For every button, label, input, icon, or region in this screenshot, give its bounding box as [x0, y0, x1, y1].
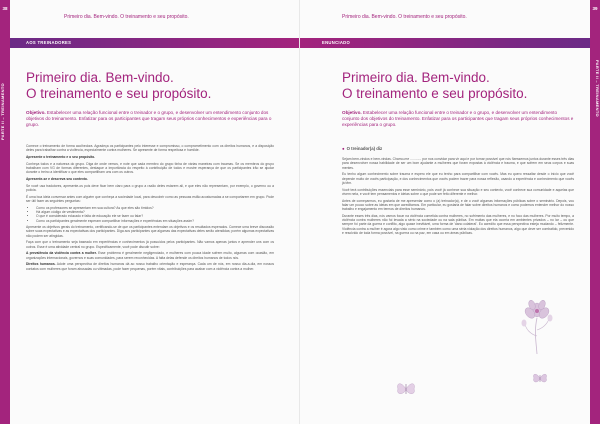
left-paragraph: Faça com que o treinamento seja baseado em experiências e conhecimentos já possuídos pelos participantes. Não vamos apenas juntos e aprender uns com os outros. Esse é uma atividade central no grupo. Especificamente, você pode discutir sobre: [26, 240, 274, 249]
left-paragraph-bold: Apresente o treinamento e o seu propósito. [26, 154, 96, 159]
left-paragraph: Se você usa tradutores, apresente-os pois deve ficar bem claro para o grupo a razão deles estarem ali, e que eles não representam, por exemplo, o governo ou a polícia. [26, 183, 274, 192]
left-paragraph: Apresente os objetivos gerais do treinamento, certificando-se de que os participantes entendam os objetivos e os resultados esperados. Comece uma breve discussão sobre suas expectativas e as expectativas dos participantes. Diga aos participantes que algumas das expectativas deles serão atendidas; porém algumas expectativas não podem ser atingidas. [26, 225, 274, 238]
left-paragraph [26, 251, 274, 260]
right-paragraph: Você terá contribuições essenciais para esse seminário, pois você já conhece sua situação e seu contexto, você conhece sua comunidade e aquelas que vivem nela, e você tem pensamentos e ideias sobre o que pode ser feito diferente e melhor. [342, 187, 574, 196]
left-objective-text: Estabelecer uma relação funcional entre o treinador e o grupo, e desenvolver um entendimento conjunto dos objetivos do treinamento. Enfatizar para os participantes que tragam seus próprios conhecimentos e experiências para o grupo. [26, 110, 272, 128]
bullet-dot-icon: ● [342, 146, 345, 151]
left-objective [26, 110, 274, 128]
left-paragraph [26, 155, 274, 159]
right-title-line-1: Primeiro dia. Bem-vindo. [342, 70, 490, 85]
left-objective-label: Objetivo. [26, 110, 46, 115]
left-page-title [26, 70, 256, 101]
left-p3-text: Esse problema é geralmente negligenciado, e mulheres com pouca idade sofrem muito, algumas com ocasião, em organizações internacionais, governos e suas comunidades, para serem reconhecidas. A falta delas defende os direitos humanos de todos nós. [26, 251, 274, 260]
left-side-strip [0, 0, 10, 424]
list-item: • Há algum código de vestimenta? [36, 210, 274, 214]
left-paragraph: É uma boa ideia conversar antes com alguém que conheça a sociedade local, para descobrir como as pessoas estão acostumadas a se comportarem em grupo. Pode ser útil fazer as seguintes perguntas: [26, 194, 274, 203]
left-paragraph: Conheça todos e a natureza do grupo. Diga de onde vemos, e note que cada membro do grupo tinha de várias maneiras com traumas. Se os membros do grupo trabalham com VG de formas diferentes, destaque a importância do respeito à contribuição de todos e mostre esperança de que os participantes irão se ajudar durante o treino a identificar o que eles compartilham uns com os outros. [26, 161, 274, 175]
right-subhead [342, 146, 382, 151]
right-subhead-text: O treinador(a) diz [346, 146, 383, 151]
left-band-label: AOS TREINADORES [26, 40, 72, 45]
right-paragraph: Sejam bem-vindos e bem-vindas. Chamo-me ............ por nos convidar para vir aqui e por tornar possível que nós fizessemos juntos durante esses três dias para desenvolver nossa habilidade de ser um bom ajudante a mulheres que foram expostas à violência e trauma, e que sofrem em seus corpos e suas mentes. [342, 157, 574, 170]
left-running-head: Primeiro dia. Bem-vindo. O treinamento e seu propósito. [64, 14, 189, 20]
right-page [300, 0, 600, 424]
right-section-band [300, 38, 590, 48]
right-body-text [342, 157, 574, 238]
right-paragraph: Durante esses três dias, nós vamos focar na violência cometida contra mulheres, no sofrimento das mulheres, e no foco das mulheres. Por muito tempo, a violência contra mulheres não foi levada a sério na sociedade ou na sala pública. Em muitas que ela ocorria em ambientes privados – no lar – ou que sempre foi parte da guerra e conflito, algo quase inevitável, uma forma de 'dano colateral'. Eu acredito que essa perspectiva esteja mudando – felizmente. Violência contra a mulher é agora algo visto como crime e também como uma séria violação dos direitos humanos, algo que deve ser combatido, prevenido e resolvido de toda forma possível, na guerra ou na paz, em casa ou em áreas públicas. [342, 213, 574, 236]
left-p4-label: Direitos humanos. [26, 262, 56, 267]
butterfly-illustration [532, 372, 548, 385]
left-page-number: 38 [2, 6, 8, 11]
left-side-label: PARTE II – TREINAMENTO [0, 83, 5, 140]
butterfly-illustration [395, 380, 417, 398]
right-title-line-2: O treinamento e seu propósito. [342, 85, 528, 101]
right-objective-text: Estabelecer uma relação funcional entre o treinador e o grupo, e desenvolver um entendimento conjunto dos objetivos do treinamento. Enfatizar para os participantes que tragam seus próprios conhecimentos e experiências para o grupo. [342, 110, 574, 128]
left-paragraph-bold: Apresente-se e descreva seu contexto. [26, 176, 88, 181]
right-running-head: Primeiro dia. Bem-vindo. O treinamento e seu propósito. [342, 14, 467, 20]
left-paragraph [26, 177, 274, 181]
left-paragraph [26, 262, 274, 271]
right-side-label: PARTE II – TREINAMENTO [595, 60, 600, 117]
left-title-line-2: O treinamento e seu propósito. [26, 85, 212, 101]
left-section-band [10, 38, 300, 48]
right-page-number: 39 [592, 6, 598, 11]
left-title-line-1: Primeiro dia. Bem-vindo. [26, 70, 174, 85]
list-item: • Como os professores se apresentam em sua cultura? As que eles são tímidos? [36, 206, 274, 210]
flower-illustration [512, 296, 562, 356]
left-body-text [26, 144, 274, 273]
right-objective [342, 110, 574, 128]
left-p3-label: A prevalência da violência contra a mulher. [26, 251, 97, 256]
right-page-title [342, 70, 582, 101]
left-question-list [36, 206, 274, 223]
left-paragraph: Comece o treinamento de forma acolhedora. Agradeça os participantes pelo interesse e compromisso, o comprometimento com os direitos humanos, e a disposição deles para trabalhar contra a violência, especialmente contra mulheres. Se apresente de forma respeitosa e humilde. [26, 144, 274, 153]
right-paragraph: Eu tenho algum conhecimento sobre trauma e espero ele que eu tenho para compartilhar com vocês. Mas eu quero ressaltar desde o início que você depende muito de vocês participação, e dos conhecimentos que vocês podem trazer para nossa reflexão, usando a experiência e conhecimento que vocês já têm. [342, 172, 574, 185]
right-side-strip [590, 0, 600, 424]
list-item: • O que é considerado educado e falta de educação ele se fazer ou falar? [36, 214, 274, 218]
right-objective-label: Objetivo. [342, 110, 362, 115]
left-p4-text: Adote uma perspectiva de direitos humanos dá ao nosso trabalho orientação e esperança. Cada um de nós, em nosso dia-a-dia, em nossos contatos com mulheres que foram abusadas ou vitimadas, pode fazer pequenas, porém vitais, contribuições para acabar com a violência contra a mulher. [26, 262, 274, 271]
right-band-label: ENUNCIADO [322, 40, 351, 45]
list-item: • Como os participantes geralmente esperam compartilhar informações e experiências em situações assim? [36, 219, 274, 223]
right-paragraph: Antes de começarmos, eu gostaria de me apresentar como o (a) treinador(a), e de o você algumas informações públicas sobre o seminário. Depois, vou falar um pouco sobre as ideias em que acreditamos. Em particular, eu gostaria de falar sobre direitos humanos e como podemos entender melhor do nosso trabalho e engajamento em termos de direitos humanos. [342, 198, 574, 212]
